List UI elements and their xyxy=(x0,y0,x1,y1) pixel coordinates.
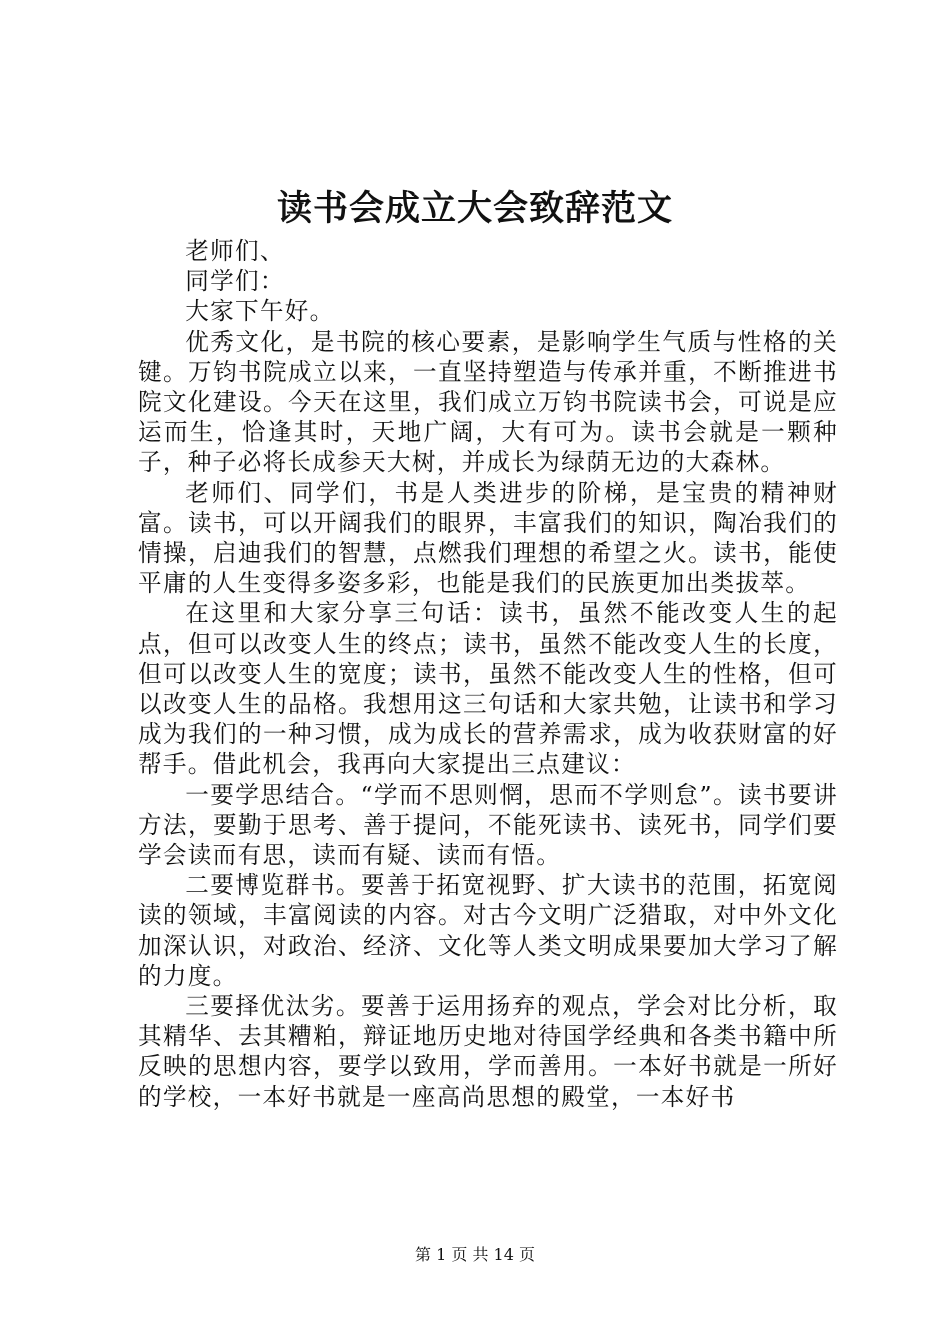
paragraph-suggestion-two: 二要博览群书。要善于拓宽视野、扩大读书的范围，拓宽阅读的领域，丰富阅读的内容。对古今文明广泛猎取，对中外文化加深认识，对政治、经济、文化等人类文明成果要加大学习了解的力度。 xyxy=(138,871,838,990)
salutation-teachers: 老师们、 xyxy=(185,237,285,265)
page-footer: 第 1 页 共 14 页 xyxy=(415,1245,535,1264)
salutation-students: 同学们： xyxy=(185,267,285,296)
paragraph-suggestion-one: 一要学思结合。“学而不思则惘，思而不学则怠”。读书要讲方法，要勤于思考、善于提问，不能死读书、读死书，同学们要学会读而有思，读而有疑、读而有悟。 xyxy=(138,780,838,870)
paragraph-suggestion-three: 三要择优汰劣。要善于运用扬弃的观点，学会对比分析，取其精华、去其糟粕，辩证地历史地对待国学经典和各类书籍中所反映的思想内容，要学以致用，学而善用。一本好书就是一所好的学校，一本好书就是一座高尚思想的殿堂，一本好书 xyxy=(138,992,838,1111)
document-title: 读书会成立大会致辞范文 xyxy=(276,188,673,229)
paragraph-culture: 优秀文化，是书院的核心要素，是影响学生气质与性格的关键。万钧书院成立以来，一直坚持塑造与传承并重，不断推进书院文化建设。今天在这里，我们成立万钧书院读书会，可说是应运而生，恰逢其时，天地广阔，大有可为。读书会就是一颗种子，种子必将长成参天大树，并成长为绿荫无边的大森林。 xyxy=(138,327,838,477)
paragraph-three-sentences: 在这里和大家分享三句话：读书，虽然不能改变人生的起点，但可以改变人生的终点；读书，虽然不能改变人生的长度，但可以改变人生的宽度；读书，虽然不能改变人生的性格，但可以改变人生的品格。我想用这三句话和大家共勉，让读书和学习成为我们的一种习惯，成为成长的营养需求，成为收获财富的好帮手。借此机会，我再向大家提出三点建议： xyxy=(138,599,838,779)
paragraph-books-ladder: 老师们、同学们，书是人类进步的阶梯，是宝贵的精神财富。读书，可以开阔我们的眼界，丰富我们的知识，陶冶我们的情操，启迪我们的智慧，点燃我们理想的希望之火。读书，能使平庸的人生变得多姿多彩，也能是我们的民族更加出类拔萃。 xyxy=(138,478,838,598)
greeting: 大家下午好。 xyxy=(185,297,335,326)
document-body xyxy=(138,236,838,1112)
